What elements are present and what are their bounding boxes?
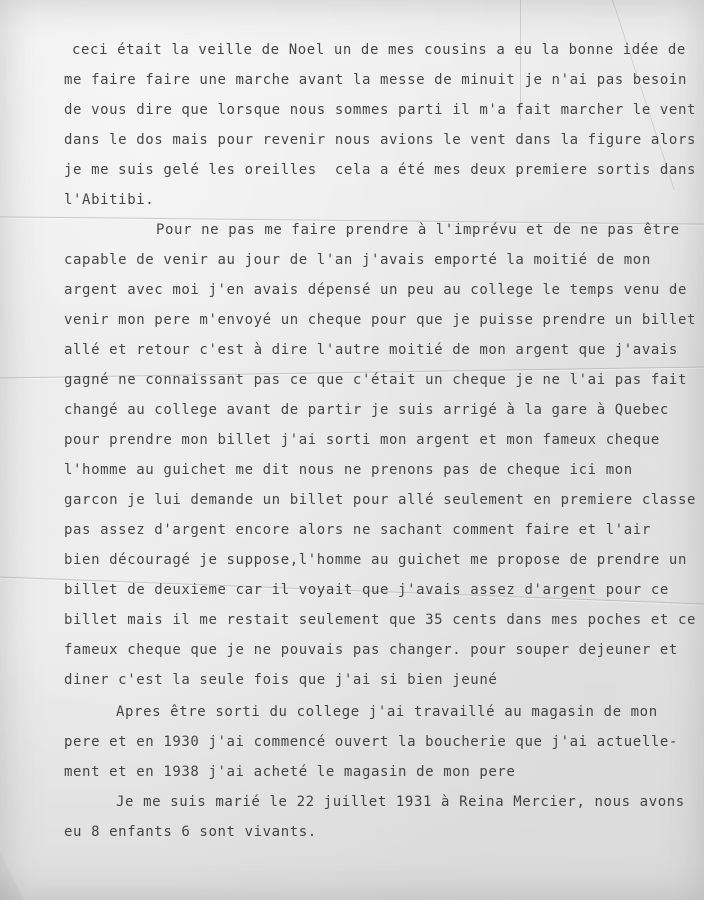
text-line: garcon je lui demande un billet pour allé seulement en premiere classe bbox=[64, 492, 697, 508]
text-line: billet mais il me restait seulement que 35 cents dans mes poches et ce bbox=[64, 612, 697, 628]
torn-corner bbox=[0, 840, 60, 900]
text-line: eu 8 enfants 6 sont vivants. bbox=[64, 824, 317, 840]
text-line: diner c'est la seule fois que j'ai si bien jeuné bbox=[64, 672, 498, 688]
text-line: gagné ne connaissant pas ce que c'était un cheque je ne l'ai pas fait bbox=[64, 372, 687, 388]
text-line: allé et retour c'est à dire l'autre moitié de mon argent que j'avais bbox=[64, 342, 678, 358]
text-line: dans le dos mais pour revenir nous avions le vent dans la figure alors bbox=[64, 132, 697, 148]
text-line: capable de venir au jour de l'an j'avais emporté la moitié de mon bbox=[64, 252, 651, 268]
text-line: je me suis gelé les oreilles cela a été mes deux premiere sortis dans bbox=[64, 162, 697, 178]
text-line: pour prendre mon billet j'ai sorti mon argent et mon fameux cheque bbox=[64, 432, 660, 448]
text-line: pas assez d'argent encore alors ne sachant comment faire et l'air bbox=[64, 522, 651, 538]
text-line: changé au college avant de partir je suis arrigé à la gare à Quebec bbox=[64, 402, 669, 418]
text-line: l'homme au guichet me dit nous ne prenons pas de cheque ici mon bbox=[64, 462, 633, 478]
text-line: Je me suis marié le 22 juillet 1931 à Reina Mercier, nous avons bbox=[116, 794, 685, 810]
text-line: pere et en 1930 j'ai commencé ouvert la boucherie que j'ai actuelle- bbox=[64, 734, 678, 750]
text-line: Apres être sorti du college j'ai travaillé au magasin de mon bbox=[116, 704, 658, 720]
text-line: bien découragé je suppose,l'homme au guichet me propose de prendre un bbox=[64, 552, 687, 568]
text-line: argent avec moi j'en avais dépensé un peu au college le temps venu de bbox=[64, 282, 687, 298]
text-line: fameux cheque que je ne pouvais pas changer. pour souper dejeuner et bbox=[64, 642, 678, 658]
text-line: l'Abitibi. bbox=[64, 192, 155, 208]
text-line: me faire faire une marche avant la messe de minuit je n'ai pas besoin bbox=[64, 72, 687, 88]
text-line: billet de deuxieme car il voyait que j'avais assez d'argent pour ce bbox=[64, 582, 669, 598]
text-line: ceci était la veille de Noel un de mes cousins a eu la bonne idée de bbox=[72, 42, 686, 58]
text-line: ment et en 1938 j'ai acheté le magasin de mon pere bbox=[64, 764, 516, 780]
text-line: de vous dire que lorsque nous sommes parti il m'a fait marcher le vent bbox=[64, 102, 697, 118]
text-line: Pour ne pas me faire prendre à l'imprévu et de ne pas être bbox=[156, 222, 680, 238]
text-line: venir mon pere m'envoyé un cheque pour que je puisse prendre un billet bbox=[64, 312, 697, 328]
